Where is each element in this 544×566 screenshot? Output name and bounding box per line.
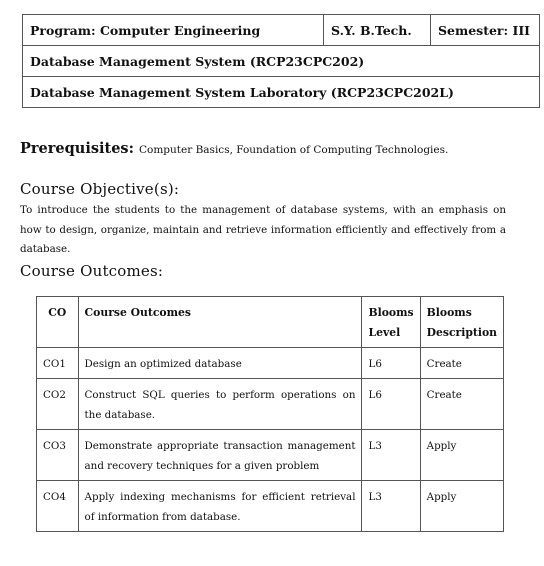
prerequisites-text: Computer Basics, Foundation of Computing Technologies. <box>139 144 449 156</box>
co-description: Apply <box>420 430 503 481</box>
prerequisites-line <box>20 140 448 157</box>
co-description: Apply <box>420 481 503 532</box>
co-level: L3 <box>362 430 420 481</box>
co-description: Create <box>420 379 503 430</box>
lab-name-cell: Database Management System Laboratory (RCP23CPC202L) <box>23 77 540 108</box>
course-header-table <box>22 14 540 108</box>
semester-cell: Semester: III <box>431 15 540 46</box>
program-cell: Program: Computer Engineering <box>23 15 324 46</box>
co-outcome: Apply indexing mechanisms for efficient retrieval of information from database. <box>78 481 362 532</box>
objectives-text: To introduce the students to the management of database systems, with an emphasis on how to design, organize, maintain and retrieve information efficiently and effectively from a database. <box>20 204 506 255</box>
year-cell: S.Y. B.Tech. <box>324 15 431 46</box>
table-row <box>37 348 504 379</box>
table-row <box>37 481 504 532</box>
co-level: L6 <box>362 379 420 430</box>
co-level: L3 <box>362 481 420 532</box>
col-header-co: CO <box>37 297 79 348</box>
col-header-level: Blooms Level <box>362 297 420 348</box>
co-level: L6 <box>362 348 420 379</box>
table-row <box>37 379 504 430</box>
header-row-lab <box>23 77 540 108</box>
co-id: CO4 <box>37 481 79 532</box>
co-id: CO2 <box>37 379 79 430</box>
course-name-cell: Database Management System (RCP23CPC202) <box>23 46 540 77</box>
header-row-course <box>23 46 540 77</box>
co-outcome: Demonstrate appropriate transaction management and recovery techniques for a given problem <box>78 430 362 481</box>
col-header-outcome: Course Outcomes <box>78 297 362 348</box>
co-description: Create <box>420 348 503 379</box>
co-id: CO3 <box>37 430 79 481</box>
co-outcome: Design an optimized database <box>78 348 362 379</box>
header-row-program <box>23 15 540 46</box>
table-header-row <box>37 297 504 348</box>
col-header-description: Blooms Description <box>420 297 503 348</box>
course-outcomes-table <box>36 296 504 532</box>
co-outcome: Construct SQL queries to perform operations on the database. <box>78 379 362 430</box>
table-row <box>37 430 504 481</box>
prerequisites-heading: Prerequisites: <box>20 140 134 157</box>
outcomes-heading: Course Outcomes: <box>20 262 164 280</box>
co-id: CO1 <box>37 348 79 379</box>
objectives-heading: Course Objective(s): <box>20 180 180 198</box>
